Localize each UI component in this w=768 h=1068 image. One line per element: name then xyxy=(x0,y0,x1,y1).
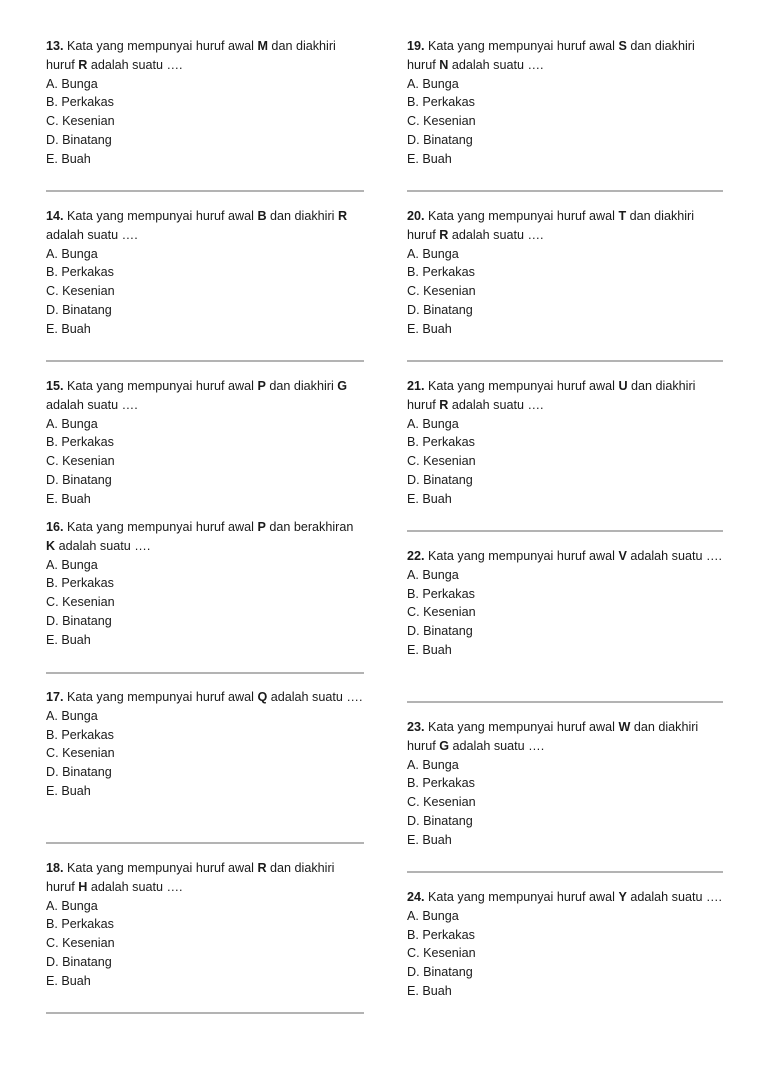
question-block xyxy=(407,718,723,850)
question-text-after: adalah suatu …. xyxy=(55,538,151,553)
answer-option: B. Perkakas xyxy=(407,435,475,450)
end-letter: R xyxy=(78,57,88,72)
start-letter: R xyxy=(257,861,267,875)
end-letter: R xyxy=(439,227,449,242)
question-number: 15. xyxy=(46,379,64,393)
separator-line xyxy=(46,842,364,844)
question-number: 19. xyxy=(407,39,425,53)
question-block xyxy=(407,547,723,660)
question-block xyxy=(407,377,723,509)
answer-option: A. Bunga xyxy=(46,246,98,261)
answer-option: D. Binatang xyxy=(46,302,112,317)
answer-option: D. Binatang xyxy=(46,765,112,780)
answer-option: A. Bunga xyxy=(46,76,98,91)
question-text-before: Kata yang mempunyai huruf awal xyxy=(67,690,258,704)
end-letter: R xyxy=(439,397,449,412)
start-letter: Q xyxy=(257,690,268,704)
answer-option: A. Bunga xyxy=(407,246,459,261)
answer-option: B. Perkakas xyxy=(46,95,114,110)
question-text-before: Kata yang mempunyai huruf awal xyxy=(67,861,258,875)
question-text-break: huruf xyxy=(407,738,440,753)
answer-option: C. Kesenian xyxy=(46,595,115,610)
answer-option: E. Buah xyxy=(46,151,91,166)
answer-option: E. Buah xyxy=(407,321,452,336)
answer-option: A. Bunga xyxy=(407,416,459,431)
question-text xyxy=(46,518,364,556)
start-letter: T xyxy=(618,209,627,223)
end-letter: G xyxy=(439,738,450,753)
start-letter: Y xyxy=(618,890,627,904)
answer-option: C. Kesenian xyxy=(46,454,115,469)
separator-line xyxy=(46,672,364,674)
question-number: 23. xyxy=(407,720,425,734)
start-letter: P xyxy=(257,379,266,393)
start-letter: M xyxy=(257,39,268,53)
question-text-mid: dan diakhiri xyxy=(626,39,695,53)
question-block xyxy=(46,377,364,509)
end-letter: K xyxy=(46,538,56,553)
answer-option: C. Kesenian xyxy=(407,114,476,129)
question-text-after: adalah suatu …. xyxy=(87,57,183,72)
question-text xyxy=(407,547,723,566)
answer-option: B. Perkakas xyxy=(407,265,475,280)
question-text-mid: adalah suatu …. xyxy=(267,690,363,704)
question-text-break: huruf xyxy=(46,57,79,72)
question-text-after: adalah suatu …. xyxy=(448,57,544,72)
question-number: 16. xyxy=(46,520,64,534)
answer-option: D. Binatang xyxy=(407,965,473,980)
question-text-before: Kata yang mempunyai huruf awal xyxy=(67,520,258,534)
question-text xyxy=(46,688,364,707)
question-text-mid: adalah suatu …. xyxy=(626,890,723,904)
question-text xyxy=(407,37,723,75)
question-number: 14. xyxy=(46,209,64,223)
question-text-mid: dan diakhiri xyxy=(267,39,336,53)
separator-line xyxy=(46,190,364,192)
answer-option: A. Bunga xyxy=(46,708,98,723)
question-text-after: adalah suatu …. xyxy=(46,397,138,412)
question-text-after: adalah suatu …. xyxy=(87,879,183,894)
question-text-break: huruf xyxy=(46,879,79,894)
separator-line xyxy=(407,190,723,192)
answer-option: A. Bunga xyxy=(407,908,459,923)
start-letter: P xyxy=(257,520,266,534)
answer-option: D. Binatang xyxy=(46,132,112,147)
question-text-mid: adalah suatu …. xyxy=(626,549,723,563)
answer-option: D. Binatang xyxy=(407,813,473,828)
question-block xyxy=(407,37,723,169)
question-text-mid: dan diakhiri xyxy=(627,379,696,393)
answer-option: E. Buah xyxy=(46,491,91,506)
answer-option: C. Kesenian xyxy=(46,746,115,761)
answer-option: A. Bunga xyxy=(407,757,459,772)
question-number: 17. xyxy=(46,690,64,704)
answer-option: B. Perkakas xyxy=(46,435,114,450)
question-text-before: Kata yang mempunyai huruf awal xyxy=(67,209,258,223)
question-text xyxy=(46,377,364,415)
separator-line xyxy=(46,360,364,362)
answer-option: E. Buah xyxy=(46,783,91,798)
question-block xyxy=(407,207,723,339)
question-text-mid: dan diakhiri xyxy=(626,209,695,223)
question-text-break: huruf xyxy=(407,57,440,72)
answer-option: C. Kesenian xyxy=(407,605,476,620)
end-letter: G xyxy=(337,379,348,393)
answer-option: B. Perkakas xyxy=(407,927,475,942)
start-letter: B xyxy=(257,209,267,223)
answer-option: E. Buah xyxy=(407,832,452,847)
answer-option: C. Kesenian xyxy=(46,284,115,299)
question-number: 21. xyxy=(407,379,425,393)
question-text-mid: dan diakhiri xyxy=(630,720,699,734)
question-text xyxy=(407,207,723,245)
answer-option: B. Perkakas xyxy=(407,95,475,110)
question-number: 20. xyxy=(407,209,425,223)
answer-option: E. Buah xyxy=(407,491,452,506)
question-text-before: Kata yang mempunyai huruf awal xyxy=(428,549,619,563)
answer-option: A. Bunga xyxy=(46,416,98,431)
question-number: 13. xyxy=(46,39,64,53)
question-text-before: Kata yang mempunyai huruf awal xyxy=(428,890,619,904)
question-block xyxy=(46,688,364,801)
separator-line xyxy=(407,701,723,703)
answer-option: C. Kesenian xyxy=(407,284,476,299)
answer-option: E. Buah xyxy=(407,151,452,166)
answer-option: A. Bunga xyxy=(407,76,459,91)
answer-option: E. Buah xyxy=(407,642,452,657)
question-text-before: Kata yang mempunyai huruf awal xyxy=(67,379,258,393)
question-text xyxy=(46,207,364,245)
answer-option: D. Binatang xyxy=(407,624,473,639)
separator-line xyxy=(407,530,723,532)
question-text-before: Kata yang mempunyai huruf awal xyxy=(428,720,619,734)
question-block xyxy=(46,207,364,339)
question-text-before: Kata yang mempunyai huruf awal xyxy=(428,39,619,53)
question-text xyxy=(407,377,723,415)
answer-option: D. Binatang xyxy=(407,302,473,317)
answer-option: B. Perkakas xyxy=(46,727,114,742)
question-text xyxy=(407,718,723,756)
end-letter: H xyxy=(78,879,88,894)
question-text-after: adalah suatu …. xyxy=(449,738,545,753)
answer-option: C. Kesenian xyxy=(46,114,115,129)
question-text xyxy=(46,859,364,897)
question-text-mid: dan diakhiri xyxy=(265,379,338,393)
separator-line xyxy=(46,1012,364,1014)
answer-option: E. Buah xyxy=(46,973,91,988)
answer-option: E. Buah xyxy=(407,983,452,998)
question-number: 24. xyxy=(407,890,425,904)
question-text-after: adalah suatu …. xyxy=(448,227,544,242)
answer-option: D. Binatang xyxy=(407,132,473,147)
question-text-break: huruf xyxy=(407,227,440,242)
question-text-mid: dan diakhiri xyxy=(266,209,338,223)
question-text-before: Kata yang mempunyai huruf awal xyxy=(67,39,258,53)
question-text-mid: dan diakhiri xyxy=(266,861,335,875)
answer-option: B. Perkakas xyxy=(407,776,475,791)
question-block xyxy=(407,888,723,1001)
answer-option: D. Binatang xyxy=(46,954,112,969)
answer-option: D. Binatang xyxy=(407,472,473,487)
answer-option: E. Buah xyxy=(46,321,91,336)
question-block xyxy=(46,859,364,991)
question-text-after: adalah suatu …. xyxy=(46,227,138,242)
question-text-after: adalah suatu …. xyxy=(448,397,544,412)
answer-option: E. Buah xyxy=(46,632,91,647)
question-number: 22. xyxy=(407,549,425,563)
start-letter: W xyxy=(618,720,631,734)
question-text-break: huruf xyxy=(407,397,440,412)
answer-option: D. Binatang xyxy=(46,613,112,628)
answer-option: B. Perkakas xyxy=(46,917,114,932)
answer-option: D. Binatang xyxy=(46,472,112,487)
question-text xyxy=(407,888,723,907)
question-text-before: Kata yang mempunyai huruf awal xyxy=(428,209,619,223)
separator-line xyxy=(407,360,723,362)
answer-option: B. Perkakas xyxy=(407,586,475,601)
end-letter: N xyxy=(439,57,449,72)
start-letter: V xyxy=(618,549,627,563)
answer-option: C. Kesenian xyxy=(407,454,476,469)
answer-option: A. Bunga xyxy=(46,557,98,572)
question-number: 18. xyxy=(46,861,64,875)
end-letter: R xyxy=(337,209,348,223)
separator-line xyxy=(407,871,723,873)
answer-option: A. Bunga xyxy=(407,567,459,582)
answer-option: A. Bunga xyxy=(46,898,98,913)
answer-option: C. Kesenian xyxy=(407,946,476,961)
answer-option: C. Kesenian xyxy=(46,936,115,951)
answer-option: B. Perkakas xyxy=(46,576,114,591)
question-block xyxy=(46,518,364,650)
answer-option: C. Kesenian xyxy=(407,795,476,810)
question-text-mid: dan berakhiran xyxy=(265,520,354,534)
question-text-before: Kata yang mempunyai huruf awal xyxy=(428,379,619,393)
start-letter: S xyxy=(618,39,627,53)
answer-option: B. Perkakas xyxy=(46,265,114,280)
start-letter: U xyxy=(618,379,628,393)
question-block xyxy=(46,37,364,169)
question-text xyxy=(46,37,364,75)
